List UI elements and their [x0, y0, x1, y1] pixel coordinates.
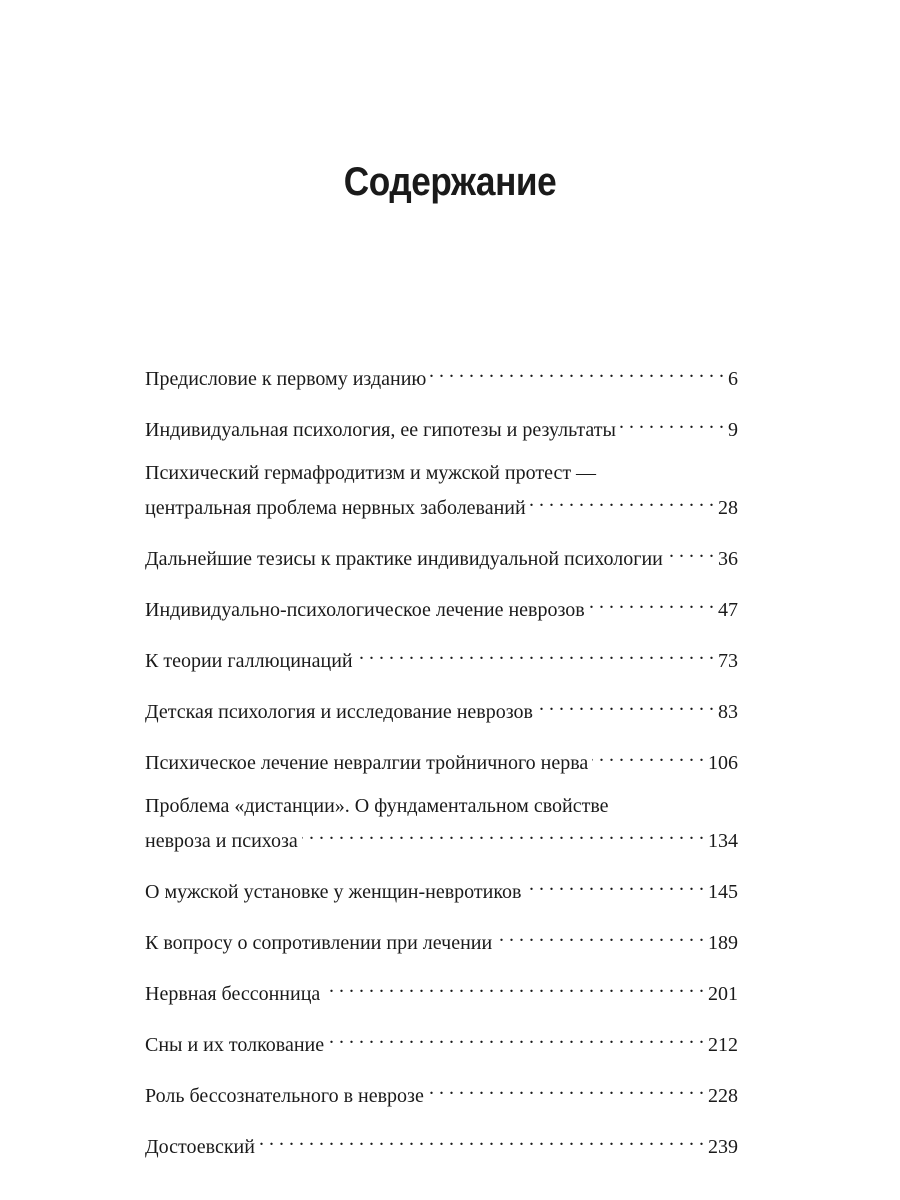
toc-entry-page: 28 — [718, 497, 738, 519]
toc-entry — [145, 793, 738, 855]
toc-entry-title: Предисловие к первому изданию — [145, 368, 427, 390]
toc-entry — [145, 460, 738, 522]
toc-entry — [145, 538, 738, 573]
toc-entry — [145, 691, 738, 726]
toc-entry — [145, 1126, 738, 1161]
toc-entry-page: 228 — [708, 1085, 738, 1107]
dot-leader — [428, 1075, 704, 1102]
dot-leader — [324, 973, 704, 1000]
dot-leader — [620, 409, 724, 436]
dot-leader — [537, 691, 714, 718]
dot-leader — [328, 1024, 704, 1051]
page-title: Содержание — [343, 160, 557, 204]
toc-entry — [145, 1075, 738, 1110]
toc-entry-title: Детская психология и исследование неврозов — [145, 701, 533, 723]
dot-leader — [592, 742, 704, 769]
toc-entry-title: О мужской установке у женщин-невротиков — [145, 881, 522, 903]
toc-entry-title: Индивидуальная психология, ее гипотезы и результаты — [145, 419, 616, 441]
dot-leader — [430, 358, 724, 385]
toc-entry-title: Сны и их толкование — [145, 1034, 325, 1056]
toc-entry-title: центральная проблема нервных заболеваний — [145, 497, 526, 519]
dot-leader — [526, 871, 704, 898]
toc-entry-page: 36 — [718, 548, 738, 570]
toc-entry — [145, 742, 738, 777]
toc-entry-page: 73 — [718, 650, 738, 672]
toc-entry-title: невроза и психоза — [145, 830, 298, 852]
toc-entry-title-line: Психический гермафродитизм и мужской протест — — [145, 462, 597, 484]
toc-entry-page: 201 — [708, 983, 738, 1005]
dot-leader — [496, 922, 704, 949]
toc-entry-page: 145 — [708, 881, 738, 903]
toc-entry-page: 83 — [718, 701, 738, 723]
dot-leader — [667, 538, 714, 565]
dot-leader — [357, 640, 714, 667]
toc-entry-page: 106 — [708, 752, 738, 774]
toc-entry-title: Роль бессознательного в неврозе — [145, 1085, 424, 1107]
table-of-contents — [145, 358, 738, 1177]
toc-entry-page: 212 — [708, 1034, 738, 1056]
toc-entry-title: К вопросу о сопротивлении при лечении — [145, 932, 493, 954]
toc-entry — [145, 358, 738, 393]
toc-entry-title: Достоевский — [145, 1136, 255, 1158]
toc-entry-page: 6 — [728, 368, 738, 390]
toc-entry-page: 239 — [708, 1136, 738, 1158]
toc-entry — [145, 409, 738, 444]
dot-leader — [530, 487, 714, 514]
toc-entry-title-line: Проблема «дистанции». О фундаментальном свойстве — [145, 795, 609, 817]
toc-entry-title: Психическое лечение невралгии тройничного нерва — [145, 752, 589, 774]
dot-leader — [589, 589, 714, 616]
toc-entry-page: 9 — [728, 419, 738, 441]
toc-entry — [145, 589, 738, 624]
dot-leader — [302, 820, 704, 847]
toc-entry — [145, 973, 738, 1008]
toc-entry-title: Индивидуально-психологическое лечение неврозов — [145, 599, 585, 621]
toc-entry-page: 189 — [708, 932, 738, 954]
toc-entry-title: Дальнейшие тезисы к практике индивидуальной психологии — [145, 548, 663, 570]
toc-entry — [145, 640, 738, 675]
toc-entry — [145, 922, 738, 957]
toc-entry-title: Нервная бессонница — [145, 983, 321, 1005]
toc-entry-page: 47 — [718, 599, 738, 621]
toc-entry-title: К теории галлюцинаций — [145, 650, 353, 672]
toc-entry — [145, 1024, 738, 1059]
toc-entry — [145, 871, 738, 906]
toc-entry-page: 134 — [708, 830, 738, 852]
dot-leader — [259, 1126, 704, 1153]
